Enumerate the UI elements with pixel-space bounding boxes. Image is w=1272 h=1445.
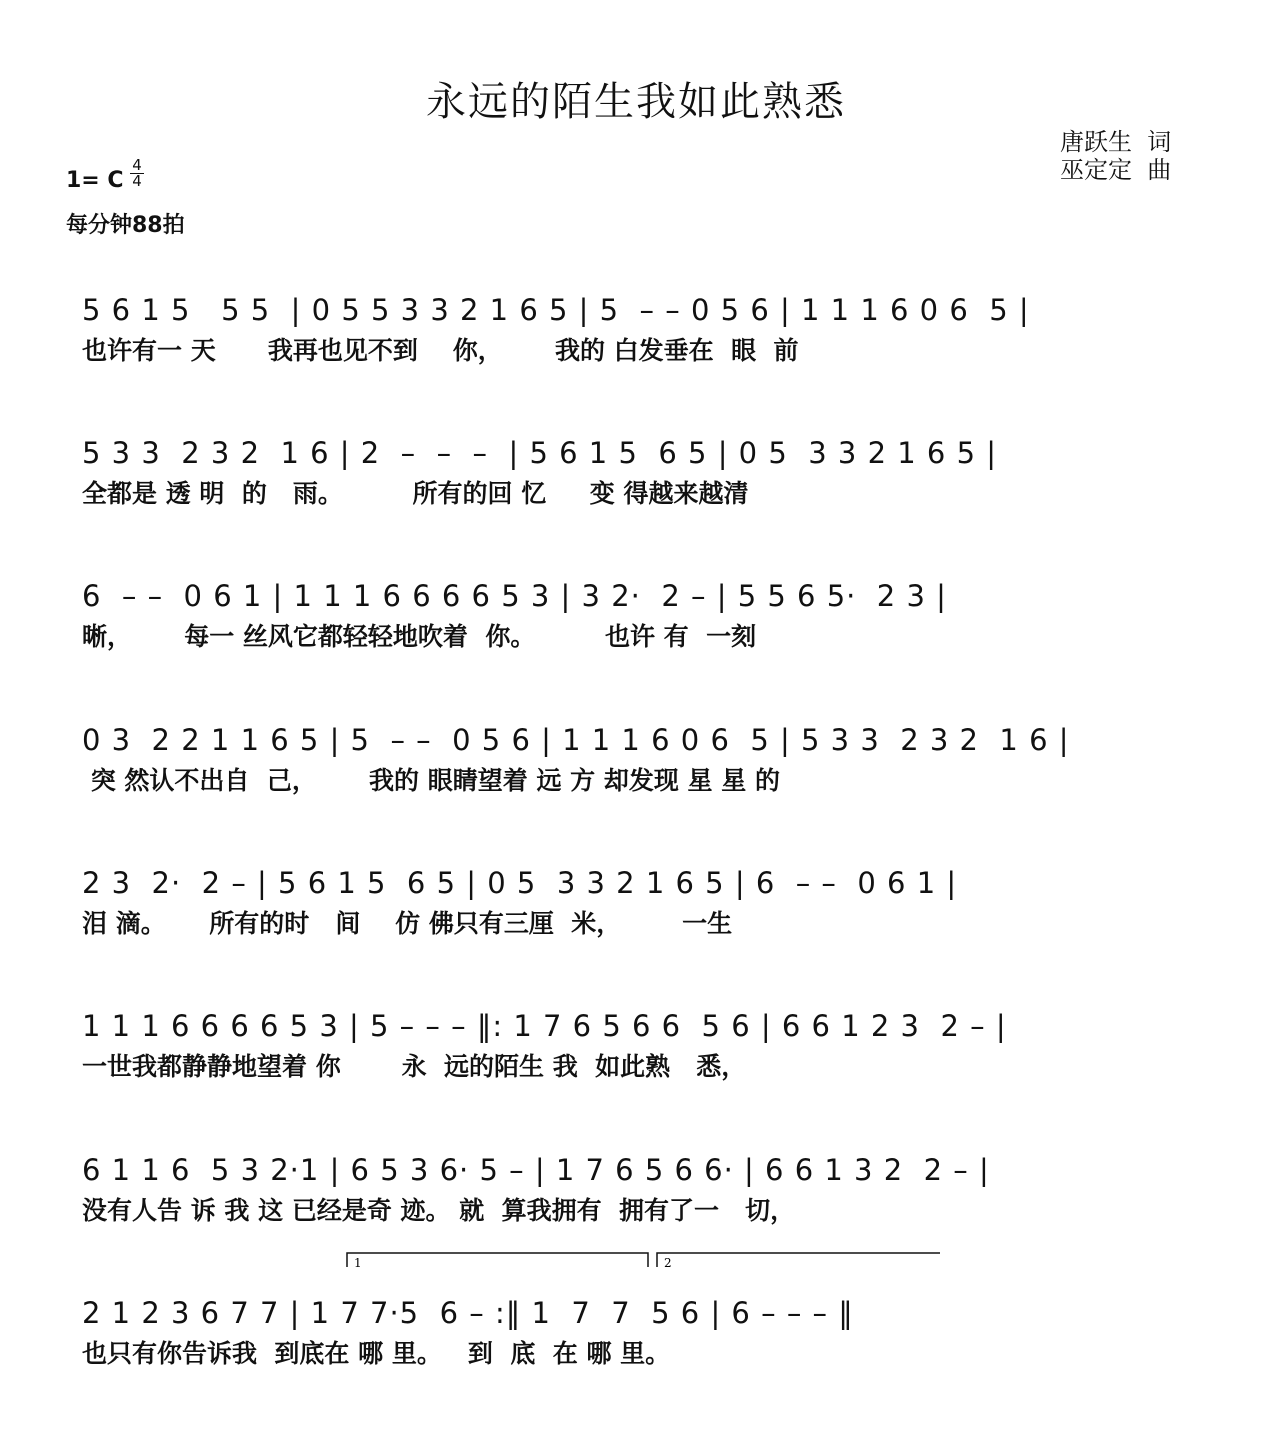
score-system-5 [0, 835, 1272, 975]
first-ending-bracket [347, 1253, 648, 1267]
notation-line: 5 3 3 2 3 2 1 6 | 2 – – – | 5 6 1 5 6 5 | 0 5 3 3 2 1 6 5 | [82, 436, 998, 470]
score-system-6 [0, 978, 1272, 1118]
lyric-line: 一世我都静静地望着 你 永 远的陌生 我 如此熟 悉， [82, 1052, 747, 1081]
time-signature-numerator: 4 [130, 158, 144, 174]
lyric-line: 也只有你告诉我 到底在 哪 里。 到 底 在 哪 里。 [82, 1339, 671, 1368]
notation-line: 1 1 1 6 6 6 6 5 3 | 5 – – – ‖: 1 7 6 5 6 6 5 6 | 6 6 1 2 3 2 – | [82, 1009, 1007, 1043]
notation-line: 5 6 1 5 5 5 | 0 5 5 3 3 2 1 6 5 | 5 – – 0 5 6 | 1 1 1 6 0 6 5 | [82, 293, 1030, 327]
notation-line: 6 1 1 6 5 3 2·1 | 6 5 3 6· 5 – | 1 7 6 5 6 6· | 6 6 1 3 2 2 – | [82, 1153, 990, 1187]
lyric-line: 全都是 透 明 的 雨。 所有的回 忆 变 得越来越清 [82, 479, 749, 508]
composer-credit: 巫定定 曲 [1060, 156, 1172, 184]
time-signature [130, 158, 144, 189]
notation-line: 0 3 2 2 1 1 6 5 | 5 – – 0 5 6 | 1 1 1 6 0 6 5 | 5 3 3 2 3 2 1 6 | [82, 723, 1070, 757]
score-system-3 [0, 548, 1272, 688]
notation-line: 2 3 2· 2 – | 5 6 1 5 6 5 | 0 5 3 3 2 1 6 5 | 6 – – 0 6 1 | [82, 866, 958, 900]
lyric-line: 没有人告 诉 我 这 已经是奇 迹。 就 算我拥有 拥有了一 切， [82, 1196, 796, 1225]
score-system-8 [0, 1265, 1272, 1405]
score-system-2 [0, 405, 1272, 545]
tempo-marking: 每分钟88拍 [66, 213, 185, 238]
key-signature: 1= C [66, 168, 124, 193]
notation-line: 2 1 2 3 6 7 7 | 1 7 7·5 6 – :‖ 1 7 7 5 6 | 6 – – – ‖ [82, 1296, 854, 1330]
time-signature-denominator: 4 [132, 172, 142, 190]
first-ending-number: 1 [354, 1256, 362, 1270]
score-system-4 [0, 692, 1272, 832]
song-title: 永远的陌生我如此熟悉 [426, 79, 846, 125]
score-system-7 [0, 1122, 1272, 1262]
second-ending-bracket [657, 1253, 940, 1267]
notation-line: 6 – – 0 6 1 | 1 1 1 6 6 6 6 5 3 | 3 2· 2 – | 5 5 6 5· 2 3 | [82, 579, 947, 613]
volta-brackets [0, 1245, 1272, 1275]
score-system-1 [0, 262, 1272, 402]
lyric-line: 也许有一 天 我再也见不到 你， 我的 白发垂在 眼 前 [82, 336, 799, 365]
credits [1060, 128, 1171, 184]
lyric-line: 晰， 每一 丝风它都轻轻地吹着 你。 也许 有 一刻 [82, 622, 757, 651]
lyricist-credit: 唐跃生 词 [1060, 128, 1172, 156]
lyric-line: 突 然认不出自 己， 我的 眼睛望着 远 方 却发现 星 星 的 [82, 766, 780, 795]
lyric-line: 泪 滴。 所有的时 间 仿 佛只有三厘 米， 一生 [82, 909, 733, 938]
second-ending-number: 2 [664, 1256, 672, 1270]
